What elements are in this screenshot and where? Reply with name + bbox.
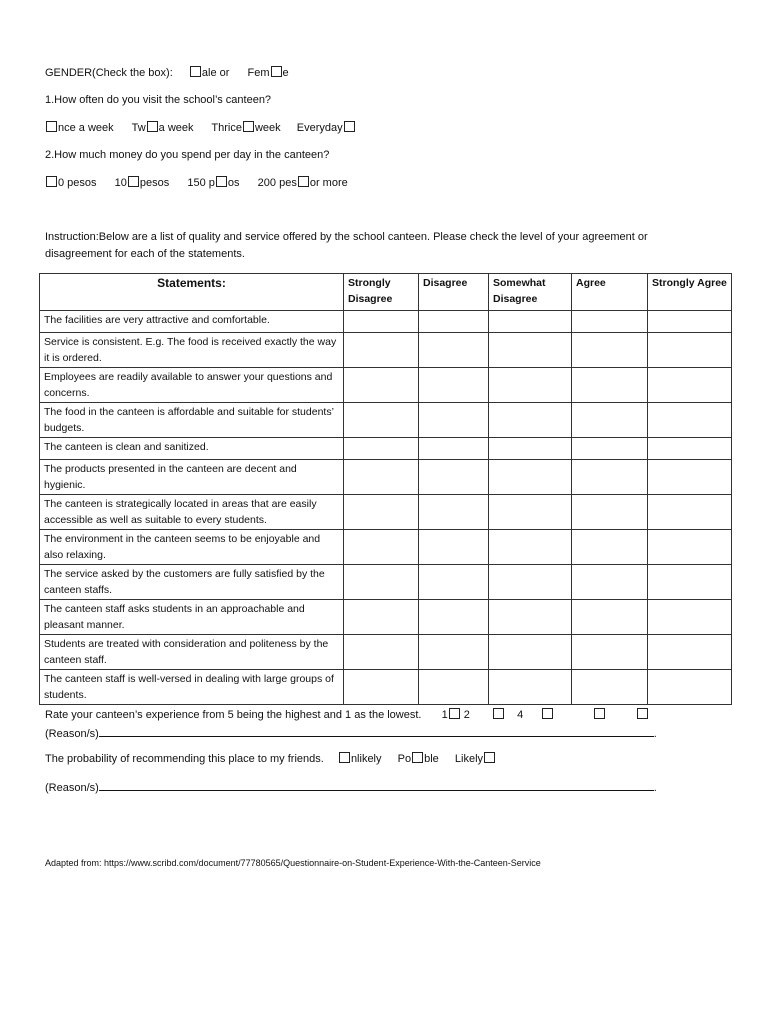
once-week-checkbox[interactable] [46, 121, 57, 132]
rating-cell-strongly-disagree[interactable] [344, 600, 419, 635]
gender-label: GENDER(Check the box): [45, 67, 173, 79]
rating-cell-disagree[interactable] [419, 311, 489, 333]
table-row [40, 530, 732, 565]
rate-1-label: 1 [441, 709, 448, 721]
statement-cell: The facilities are very attractive and comfortable. [40, 311, 344, 333]
table-row [40, 495, 732, 530]
table-row [40, 565, 732, 600]
statement-cell: The service asked by the customers are fully satisfied by the canteen staffs. [40, 565, 344, 600]
150-pesos-label-pre: 150 p [187, 177, 215, 189]
statement-cell: The canteen is strategically located in areas that are easily accessible as well as suitable to every students. [40, 495, 344, 530]
rating-cell-agree[interactable] [572, 368, 648, 403]
rating-cell-disagree[interactable] [419, 368, 489, 403]
rating-cell-somewhat-disagree[interactable] [489, 438, 572, 460]
q1-options [45, 121, 356, 134]
statement-cell: Students are treated with consideration and politeness by the canteen staff. [40, 635, 344, 670]
twice-week-checkbox[interactable] [147, 121, 158, 132]
table-row [40, 368, 732, 403]
statement-cell: The canteen is clean and sanitized. [40, 438, 344, 460]
rating-cell-strongly-agree[interactable] [648, 635, 732, 670]
rating-cell-strongly-agree[interactable] [648, 495, 732, 530]
rating-cell-agree[interactable] [572, 565, 648, 600]
table-row [40, 438, 732, 460]
header-strongly-agree: Strongly Agree [648, 274, 732, 311]
table-row [40, 333, 732, 368]
rating-cell-agree[interactable] [572, 460, 648, 495]
rating-cell-strongly-disagree[interactable] [344, 403, 419, 438]
statement-cell: Service is consistent. E.g. The food is received exactly the way it is ordered. [40, 333, 344, 368]
male-checkbox[interactable] [190, 66, 201, 77]
likely-label: Likely [454, 753, 484, 765]
statement-cell: Employees are readily available to answer your questions and concerns. [40, 368, 344, 403]
statement-cell: The canteen staff asks students in an approachable and pleasant manner. [40, 600, 344, 635]
rating-cell-strongly-agree[interactable] [648, 460, 732, 495]
table-row [40, 403, 732, 438]
rating-cell-strongly-disagree[interactable] [344, 460, 419, 495]
gender-question [45, 66, 289, 79]
rate-2-label: 2 [463, 709, 470, 721]
likely-checkbox[interactable] [484, 752, 495, 763]
table-row [40, 311, 732, 333]
50-pesos-checkbox[interactable] [46, 176, 57, 187]
rating-cell-strongly-agree[interactable] [648, 670, 732, 705]
rating-cell-agree[interactable] [572, 403, 648, 438]
rating-cell-strongly-agree[interactable] [648, 438, 732, 460]
possible-label-post: ble [424, 753, 439, 765]
rate-question [45, 708, 649, 721]
rating-cell-disagree[interactable] [419, 333, 489, 368]
rating-cell-agree[interactable] [572, 600, 648, 635]
rating-cell-somewhat-disagree[interactable] [489, 530, 572, 565]
rating-cell-strongly-agree[interactable] [648, 333, 732, 368]
200-pesos-label-post: or more [309, 177, 348, 189]
q2-text: 2.How much money do you spend per day in the canteen? [45, 149, 330, 161]
rating-cell-agree[interactable] [572, 311, 648, 333]
statement-cell: The products presented in the canteen are decent and hygienic. [40, 460, 344, 495]
rating-cell-somewhat-disagree[interactable] [489, 565, 572, 600]
q1-text: 1.How often do you visit the school’s canteen? [45, 94, 272, 106]
rating-cell-somewhat-disagree[interactable] [489, 670, 572, 705]
rating-cell-disagree[interactable] [419, 438, 489, 460]
rating-cell-strongly-disagree[interactable] [344, 333, 419, 368]
rating-cell-agree[interactable] [572, 635, 648, 670]
female-checkbox[interactable] [271, 66, 282, 77]
female-label-pre: Fem [247, 67, 270, 79]
header-strongly-disagree: Strongly Disagree [344, 274, 419, 311]
table-row [40, 670, 732, 705]
rating-cell-strongly-disagree[interactable] [344, 438, 419, 460]
rating-cell-agree[interactable] [572, 333, 648, 368]
recommend-reason-field[interactable] [99, 779, 654, 791]
thrice-week-checkbox[interactable] [243, 121, 254, 132]
male-label: ale or [201, 67, 230, 79]
rate-reason-field[interactable] [99, 725, 654, 737]
rate-5-checkbox[interactable] [594, 708, 605, 719]
rating-cell-disagree[interactable] [419, 565, 489, 600]
rating-cell-somewhat-disagree[interactable] [489, 460, 572, 495]
rating-cell-agree[interactable] [572, 495, 648, 530]
rating-cell-strongly-agree[interactable] [648, 311, 732, 333]
table-row [40, 460, 732, 495]
rating-cell-disagree[interactable] [419, 403, 489, 438]
possible-label-pre: Po [397, 753, 412, 765]
rating-cell-strongly-agree[interactable] [648, 600, 732, 635]
rating-cell-agree[interactable] [572, 438, 648, 460]
rating-cell-strongly-disagree[interactable] [344, 530, 419, 565]
100-pesos-label-pre: 10 [114, 177, 127, 189]
rating-cell-somewhat-disagree[interactable] [489, 311, 572, 333]
header-statements: Statements: [40, 274, 344, 311]
rating-cell-strongly-disagree[interactable] [344, 670, 419, 705]
rating-cell-strongly-disagree[interactable] [344, 565, 419, 600]
instruction-line-1: Instruction:Below are a list of quality and service offered by the school canteen. Please check the level of your agreement or [45, 231, 648, 243]
rating-cell-disagree[interactable] [419, 635, 489, 670]
statement-cell: The environment in the canteen seems to be enjoyable and also relaxing. [40, 530, 344, 565]
100-pesos-checkbox[interactable] [128, 176, 139, 187]
rate-reason [45, 725, 657, 740]
rating-cell-somewhat-disagree[interactable] [489, 403, 572, 438]
rating-cell-strongly-agree[interactable] [648, 368, 732, 403]
rate-3-checkbox[interactable] [493, 708, 504, 719]
female-label-post: e [282, 67, 289, 79]
source-citation: Adapted from: https://www.scribd.com/document/77780565/Questionnaire-on-Student-Experience-With-the-Canteen-Service [45, 858, 541, 868]
statement-cell: The canteen staff is well-versed in dealing with large groups of students. [40, 670, 344, 705]
survey-table [39, 273, 732, 705]
statement-cell: The food in the canteen is affordable and suitable for students’ budgets. [40, 403, 344, 438]
rating-cell-strongly-agree[interactable] [648, 565, 732, 600]
header-disagree: Disagree [419, 274, 489, 311]
200-pesos-label-pre: 200 pes [257, 177, 297, 189]
rating-cell-disagree[interactable] [419, 495, 489, 530]
recommend-reason-label: (Reason/s) [45, 782, 99, 794]
possible-checkbox[interactable] [412, 752, 423, 763]
rating-cell-somewhat-disagree[interactable] [489, 368, 572, 403]
200-pesos-checkbox[interactable] [298, 176, 309, 187]
table-row [40, 635, 732, 670]
150-pesos-checkbox[interactable] [216, 176, 227, 187]
header-somewhat-disagree: Somewhat Disagree [489, 274, 572, 311]
thrice-week-label-post: week [254, 122, 281, 134]
rating-cell-somewhat-disagree[interactable] [489, 495, 572, 530]
rating-cell-strongly-disagree[interactable] [344, 368, 419, 403]
recommend-reason [45, 779, 657, 794]
rate-4-label: 4 [517, 709, 524, 721]
rating-cell-strongly-disagree[interactable] [344, 495, 419, 530]
once-week-label: nce a week [58, 122, 114, 134]
rating-cell-disagree[interactable] [419, 670, 489, 705]
everyday-label: Everyday [296, 122, 343, 134]
rate-text: Rate your canteen’s experience from 5 being the highest and 1 as the lowest. [45, 709, 422, 721]
twice-week-label-pre: Tw [131, 122, 146, 134]
rating-cell-strongly-disagree[interactable] [344, 635, 419, 670]
everyday-checkbox[interactable] [344, 121, 355, 132]
rating-cell-strongly-agree[interactable] [648, 403, 732, 438]
table-header-row [40, 274, 732, 311]
rating-cell-somewhat-disagree[interactable] [489, 635, 572, 670]
rating-cell-disagree[interactable] [419, 460, 489, 495]
rating-cell-agree[interactable] [572, 530, 648, 565]
recommend-text: The probability of recommending this place to my friends. [45, 753, 324, 765]
50-pesos-label: 0 pesos [58, 177, 97, 189]
rating-cell-strongly-disagree[interactable] [344, 311, 419, 333]
100-pesos-label-post: pesos [139, 177, 170, 189]
unlikely-checkbox[interactable] [339, 752, 350, 763]
rate-extra-checkbox[interactable] [637, 708, 648, 719]
rating-cell-disagree[interactable] [419, 530, 489, 565]
rate-1-checkbox[interactable] [449, 708, 460, 719]
rate-4-checkbox[interactable] [542, 708, 553, 719]
recommend-question [45, 752, 496, 765]
unlikely-label: nlikely [350, 753, 382, 765]
rating-cell-somewhat-disagree[interactable] [489, 333, 572, 368]
twice-week-label-post: a week [158, 122, 194, 134]
recommend-reason-end: . [653, 782, 657, 794]
instruction-line-2: disagreement for each of the statements. [45, 248, 245, 260]
rating-cell-somewhat-disagree[interactable] [489, 600, 572, 635]
rate-reason-label: (Reason/s) [45, 728, 99, 740]
thrice-week-label-pre: Thrice [211, 122, 242, 134]
150-pesos-label-post: os [227, 177, 240, 189]
table-row [40, 600, 732, 635]
q2-options [45, 176, 348, 189]
rating-cell-strongly-agree[interactable] [648, 530, 732, 565]
rating-cell-agree[interactable] [572, 670, 648, 705]
rate-reason-end: . [653, 728, 657, 740]
rating-cell-disagree[interactable] [419, 600, 489, 635]
header-agree: Agree [572, 274, 648, 311]
